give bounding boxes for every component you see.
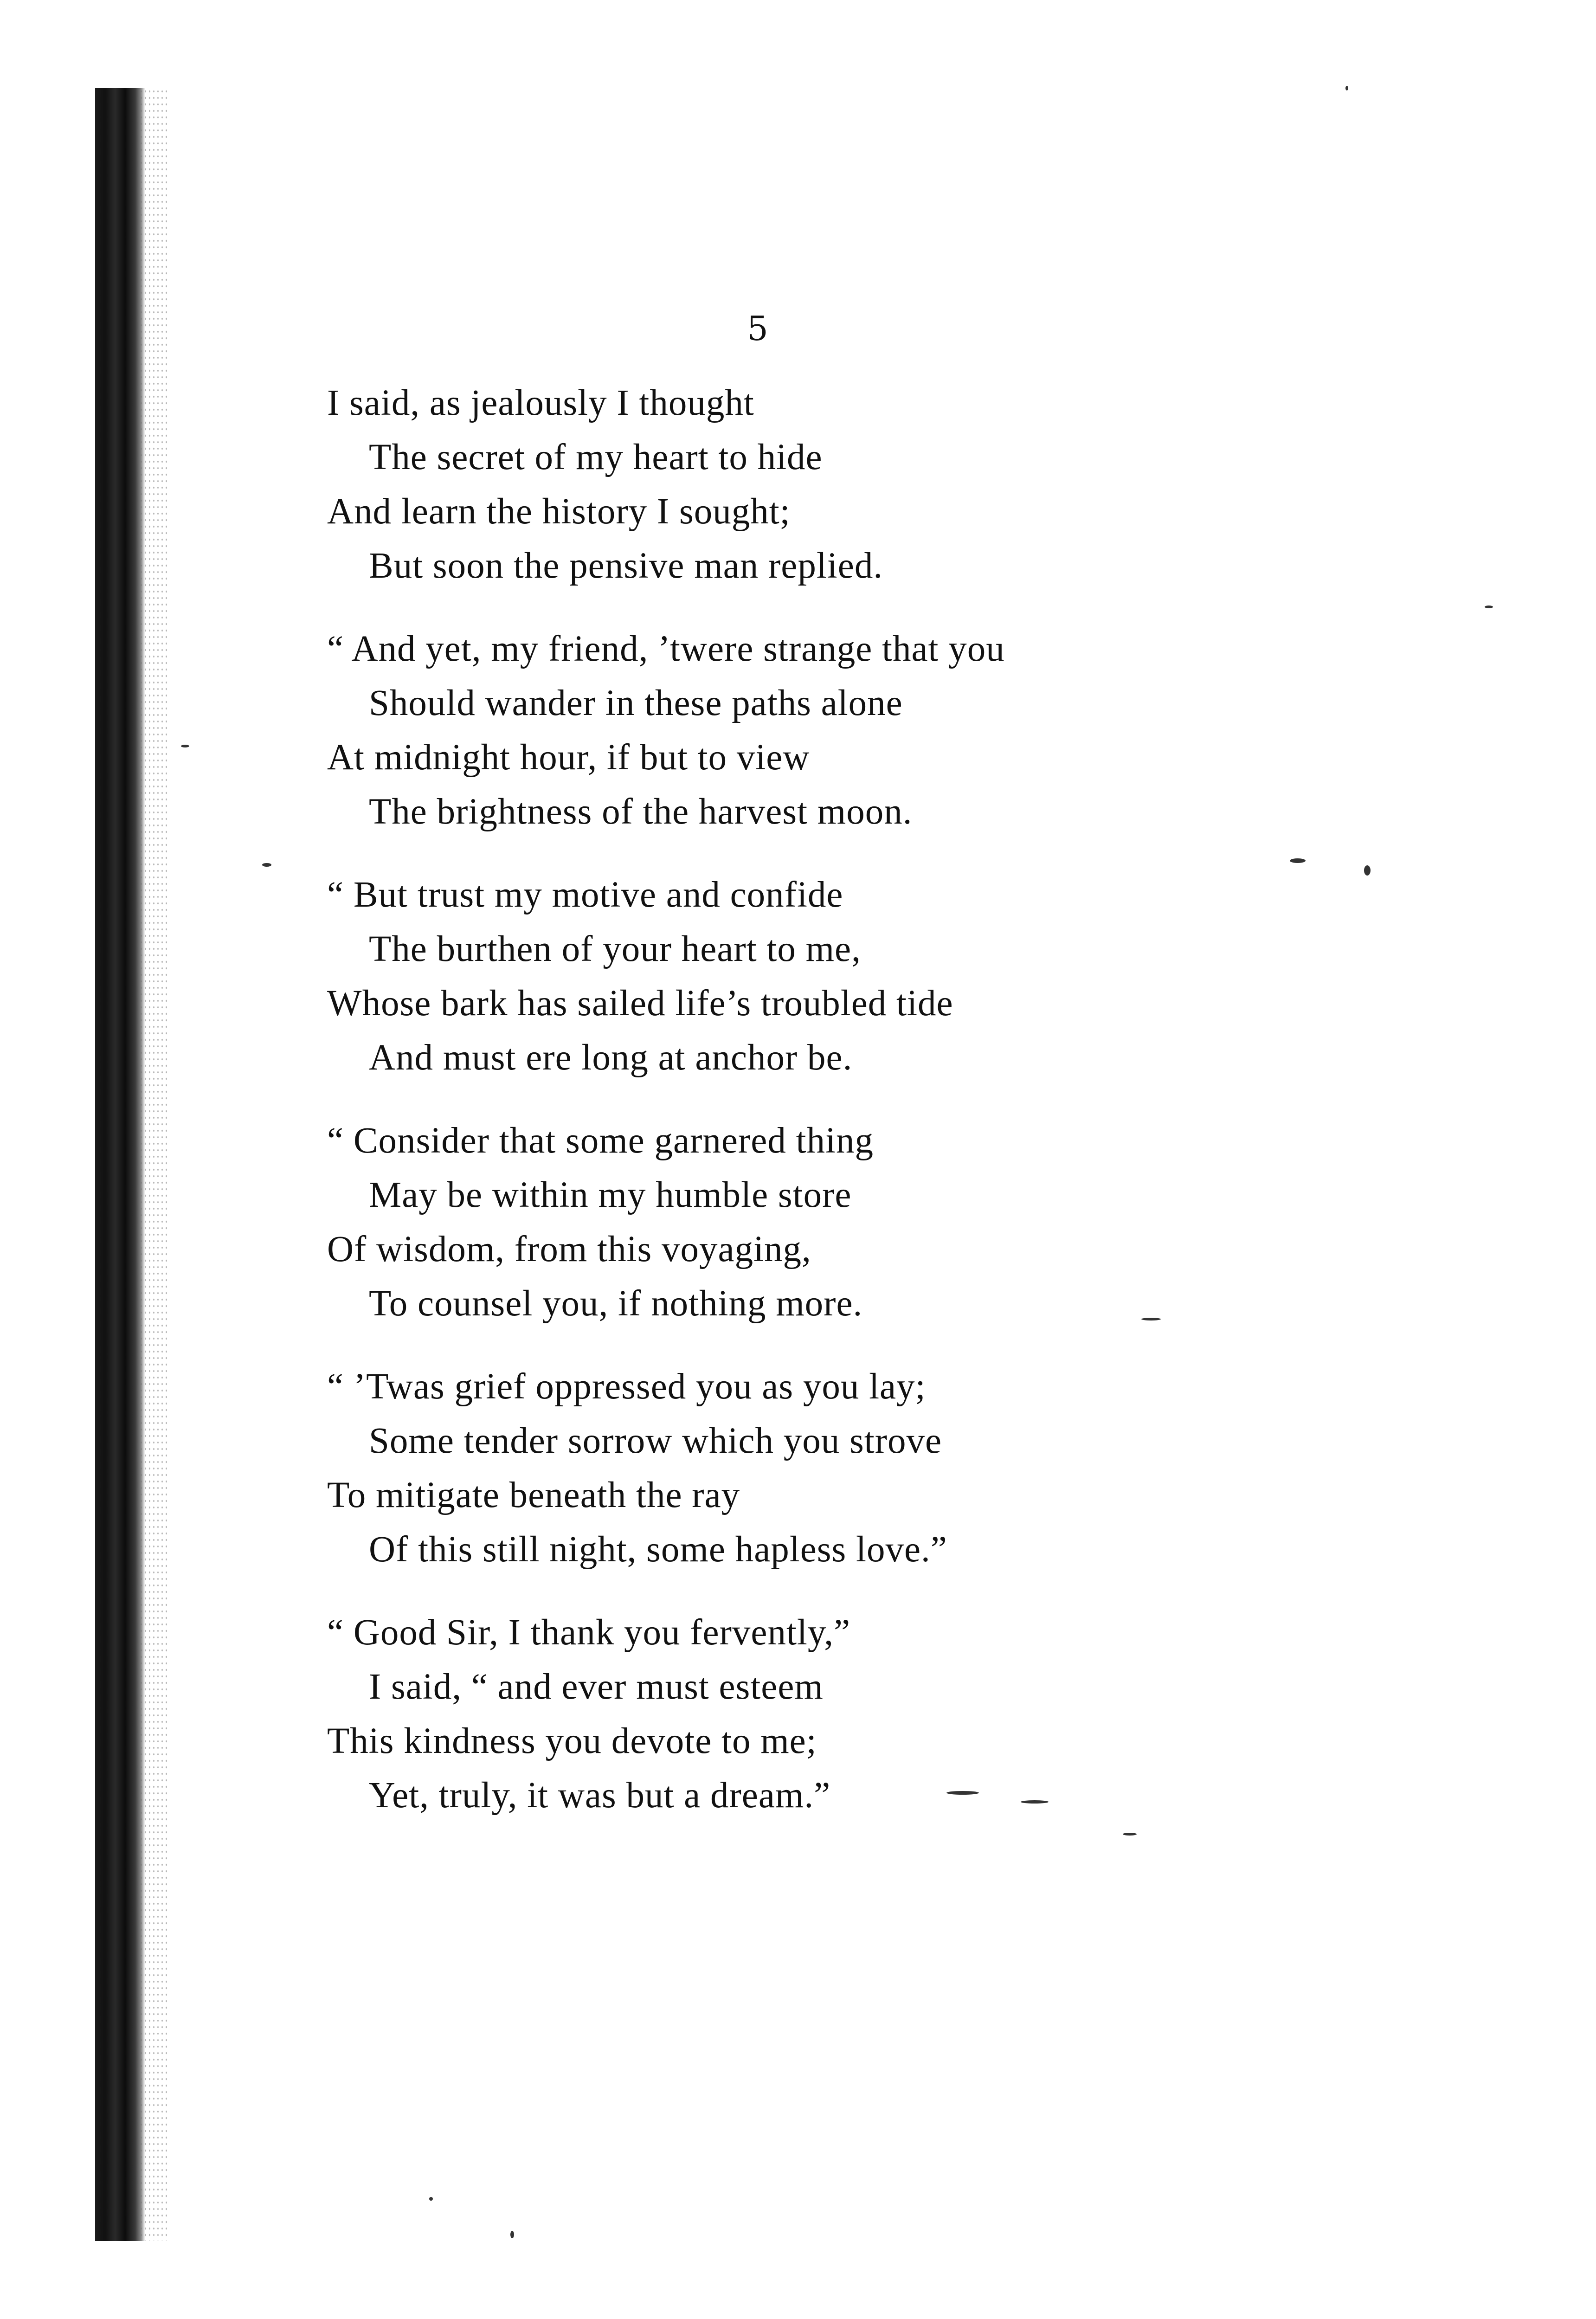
stanza [327,622,1255,839]
scan-speck [1123,1833,1137,1836]
poem-line: “ And yet, my friend, ’twere strange that you [327,629,1005,669]
poem-line: I said, “ and ever must esteem [369,1667,824,1707]
poem-line: Some tender sorrow which you strove [369,1421,942,1461]
poem-line: To counsel you, if nothing more. [369,1283,863,1324]
poem-line: Yet, truly, it was but a dream.” [369,1775,831,1816]
poem-line: But soon the pensive man replied. [369,546,883,586]
poem-line: I said, as jealously I thought [327,383,754,423]
scan-speck [429,2197,433,2201]
scan-speck [1021,1800,1049,1804]
poem-line: Should wander in these paths alone [369,683,903,723]
scan-speck [1364,865,1371,876]
poem-line: At midnight hour, if but to view [327,737,810,778]
scan-speck [1290,858,1306,863]
binding-speckle [139,88,167,2241]
poem-line: “ ’Twas grief oppressed you as you lay; [327,1366,926,1407]
poem-line: Of wisdom, from this voyaging, [327,1229,811,1269]
poem-line: To mitigate beneath the ray [327,1475,740,1515]
scan-speck [1141,1318,1161,1321]
poem-line: Of this still night, some hapless love.” [369,1529,947,1570]
scan-speck [181,745,189,747]
stanza [327,1114,1255,1331]
stanza [327,1359,1255,1577]
scan-speck [510,2231,514,2238]
scan-speck [1485,606,1493,608]
poem [327,376,1255,1851]
poem-line: And must ere long at anchor be. [369,1037,853,1078]
poem-line: “ Good Sir, I thank you fervently,” [327,1612,851,1653]
stanza [327,868,1255,1085]
poem-line: The burthen of your heart to me, [369,929,861,969]
poem-line: May be within my humble store [369,1175,852,1215]
poem-line: The secret of my heart to hide [369,437,823,477]
scan-speck [946,1791,979,1795]
poem-line: This kindness you devote to me; [327,1721,817,1761]
poem-line: And learn the history I sought; [327,491,791,532]
scan-speck [262,863,271,867]
poem-line: “ But trust my motive and confide [327,875,843,915]
scan-speck [1345,86,1348,90]
page-number: 5 [747,309,768,348]
stanza [327,1605,1255,1823]
poem-line: The brightness of the harvest moon. [369,792,913,832]
poem-line: “ Consider that some garnered thing [327,1121,874,1161]
page-binding-edge [95,88,145,2241]
stanza [327,376,1255,593]
poem-line: Whose bark has sailed life’s troubled tide [327,983,953,1024]
